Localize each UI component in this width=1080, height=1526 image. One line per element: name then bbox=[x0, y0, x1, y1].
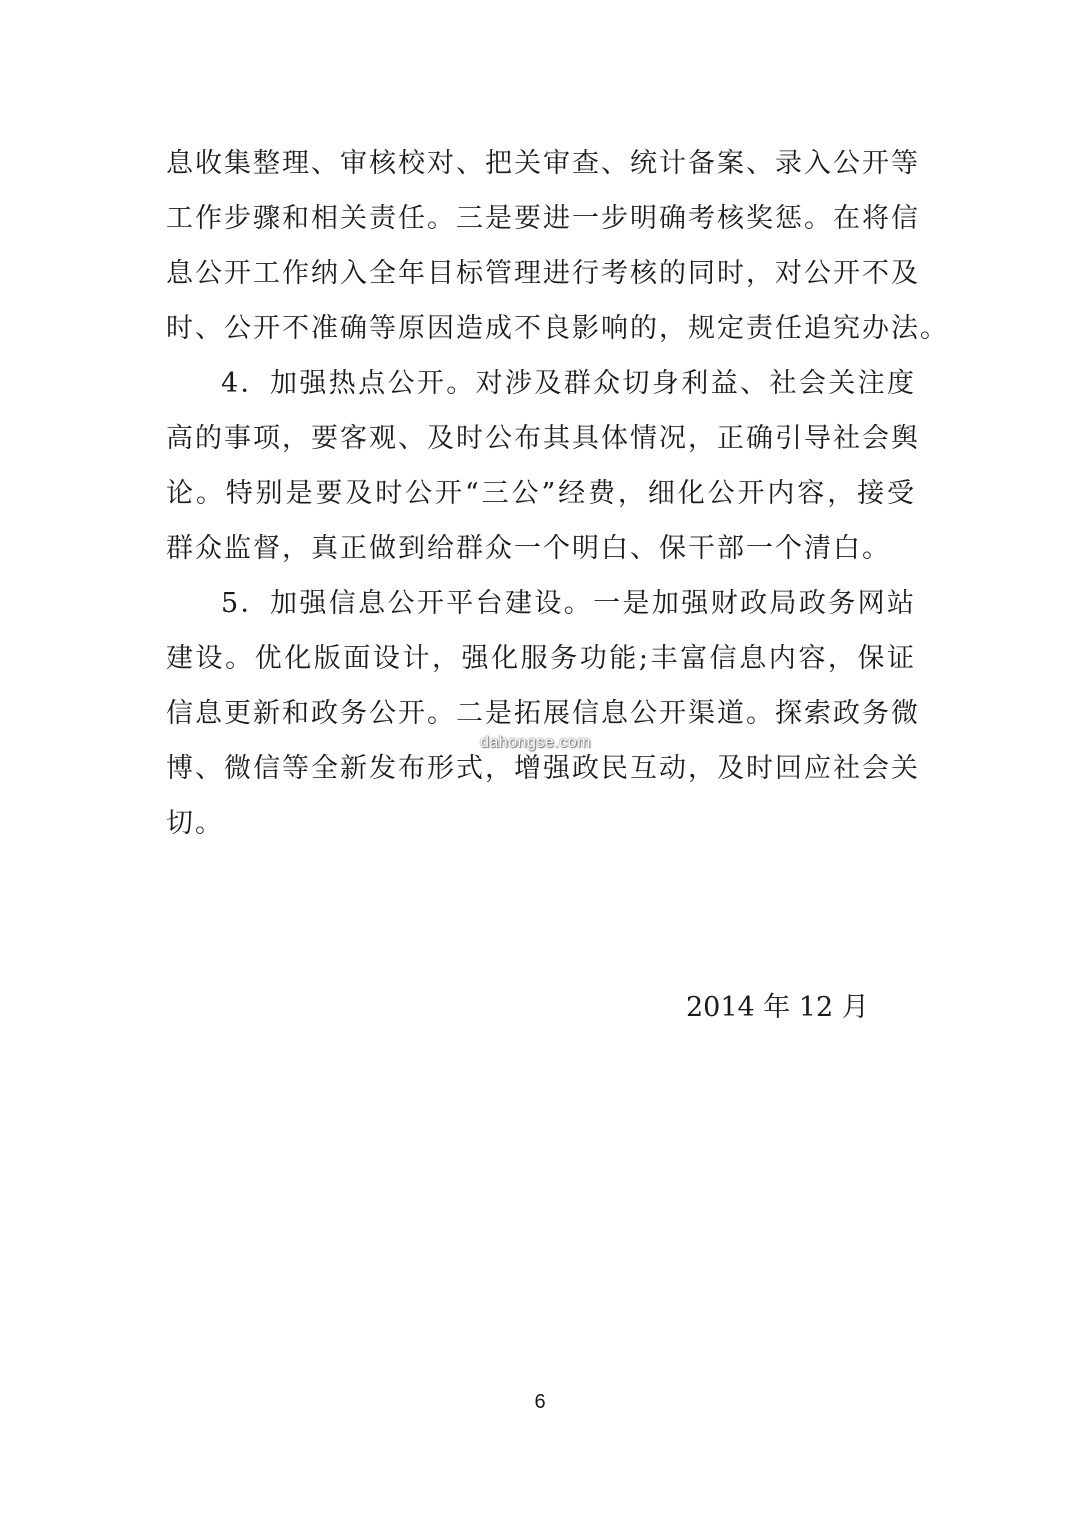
text-line-13: 切。 bbox=[166, 808, 224, 839]
text-line-10: 建设。优化版面设计，强化服务功能;丰富信息内容，保证 bbox=[166, 643, 916, 674]
watermark: dahongse.com bbox=[480, 734, 591, 751]
text-line-6: 高的事项，要客观、及时公布其具体情况，正确引导社会舆 bbox=[166, 423, 920, 454]
text-line-8: 群众监督，真正做到给群众一个明白、保干部一个清白。 bbox=[166, 533, 891, 564]
page-number: 6 bbox=[534, 1391, 546, 1413]
text-line-9: 5．加强信息公开平台建设。一是加强财政局政务网站 bbox=[221, 588, 916, 619]
text-line-12: 博、微信等全新发布形式，增强政民互动，及时回应社会关 bbox=[166, 753, 920, 784]
document-date: 2014 年 12 月 bbox=[686, 992, 869, 1023]
text-line-4: 时、公开不准确等原因造成不良影响的，规定责任追究办法。 bbox=[166, 313, 949, 344]
text-line-11: 信息更新和政务公开。二是拓展信息公开渠道。探索政务微 bbox=[166, 698, 920, 729]
text-line-2: 工作步骤和相关责任。三是要进一步明确考核奖惩。在将信 bbox=[166, 203, 920, 234]
text-line-5: 4．加强热点公开。对涉及群众切身利益、社会关注度 bbox=[221, 368, 916, 399]
text-line-3: 息公开工作纳入全年目标管理进行考核的同时，对公开不及 bbox=[166, 258, 920, 289]
text-line-1: 息收集整理、审核校对、把关审查、统计备案、录入公开等 bbox=[166, 148, 920, 179]
text-line-7: 论。特别是要及时公开“三公”经费，细化公开内容，接受 bbox=[166, 478, 916, 509]
